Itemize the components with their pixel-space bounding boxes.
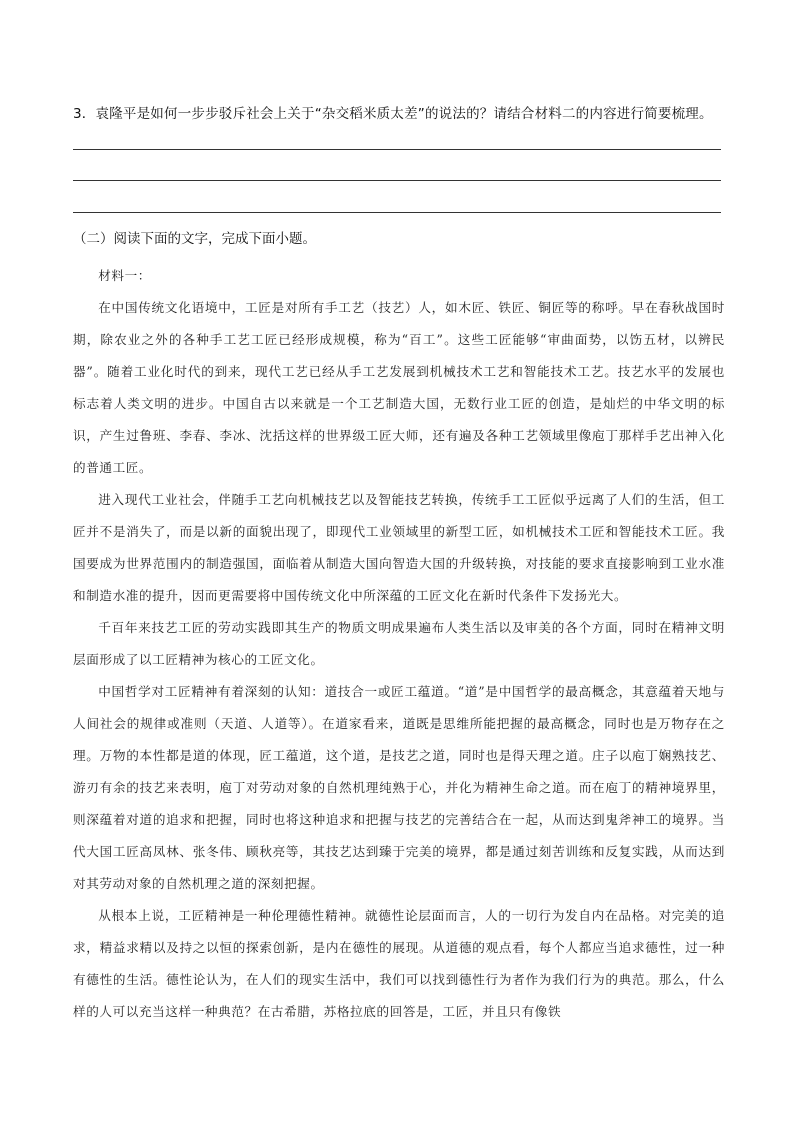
article-body: [73, 260, 725, 1028]
paragraph-3: 千百年来技艺工匠的劳动实践即其生产的物质文明成果遍布人类生活以及审美的各个方面，同时在精神文明层面形成了以工匠精神为核心的工匠文化。: [73, 620, 725, 667]
paragraph-4: 中国哲学对工匠精神有着深刻的认知：道技合一或匠工蕴道。“道”是中国哲学的最高概念，其意蕴着天地与人间社会的规律或准则（天道、人道等）。在道家看来，道既是思维所能把握的最高概念，同时也是万物存在之理。万物的本性都是道的体现，匠工蕴道，这个道，是技艺之道，同时也是得天理之道。庄子以庖丁娴熟技艺、游刃有余的技艺来表明，庖丁对劳动对象的自然机理纯熟于心，并化为精神生命之道。而在庖丁的精神境界里，则深蕴着对道的追求和把握，同时也将这种追求和把握与技艺的完善结合在一起，从而达到鬼斧神工的境界。当代大国工匠高凤林、张冬伟、顾秋亮等，其技艺达到臻于完美的境界，都是通过刻苦训练和反复实践，从而达到对其劳动对象的自然机理之道的深刻把握。: [73, 684, 725, 891]
answer-line-3[interactable]: [73, 212, 721, 213]
material-label: 材料一：: [98, 268, 151, 283]
answer-line-2[interactable]: [73, 180, 721, 181]
section-heading: （二）阅读下面的文字，完成下面小题。: [73, 231, 316, 247]
paragraph-1: 在中国传统文化语境中，工匠是对所有手工艺（技艺）人，如木匠、铁匠、铜匠等的称呼。早在春秋战国时期，除农业之外的各种手工艺工匠已经形成规模，称为“百工”。这些工匠能够“审曲面势，以饬五材，以辨民器”。随着工业化时代的到来，现代工艺已经从手工艺发展到机械技术工艺和智能技术工艺。技艺水平的发展也标志着人类文明的进步。中国自古以来就是一个工艺制造大国，无数行业工匠的创造，是灿烂的中华文明的标识，产生过鲁班、李春、李冰、沈括这样的世界级工匠大师，还有遍及各种工艺领域里像庖丁那样手艺出神入化的普通工匠。: [73, 300, 725, 475]
question-3: 3．袁隆平是如何一步步驳斥社会上关于“杂交稻米质太差”的说法的？请结合材料二的内容进行简要梳理。: [73, 106, 713, 122]
paragraph-2: 进入现代工业社会，伴随手工艺向机械技艺以及智能技艺转换，传统手工工匠似乎远离了人们的生活，但工匠并不是消失了，而是以新的面貌出现了，即现代工业领域里的新型工匠，如机械技术工匠和智能技术工匠。我国要成为世界范围内的制造强国，面临着从制造大国向智造大国的升级转换，对技能的要求直接影响到工业水准和制造水准的提升，因而更需要将中国传统文化中所深蕴的工匠文化在新时代条件下发扬光大。: [73, 492, 725, 603]
answer-line-1[interactable]: [73, 149, 721, 150]
paragraph-5: 从根本上说，工匠精神是一种伦理德性精神。就德性论层面而言，人的一切行为发自内在品格。对完美的追求，精益求精以及持之以恒的探索创新，是内在德性的展现。从道德的观点看，每个人都应当追求德性，过一种有德性的生活。德性论认为，在人们的现实生活中，我们可以找到德性行为者作为我们行为的典范。那么，什么样的人可以充当这样一种典范？在古希腊，苏格拉底的回答是，工匠，并且只有像铁: [73, 908, 725, 1019]
